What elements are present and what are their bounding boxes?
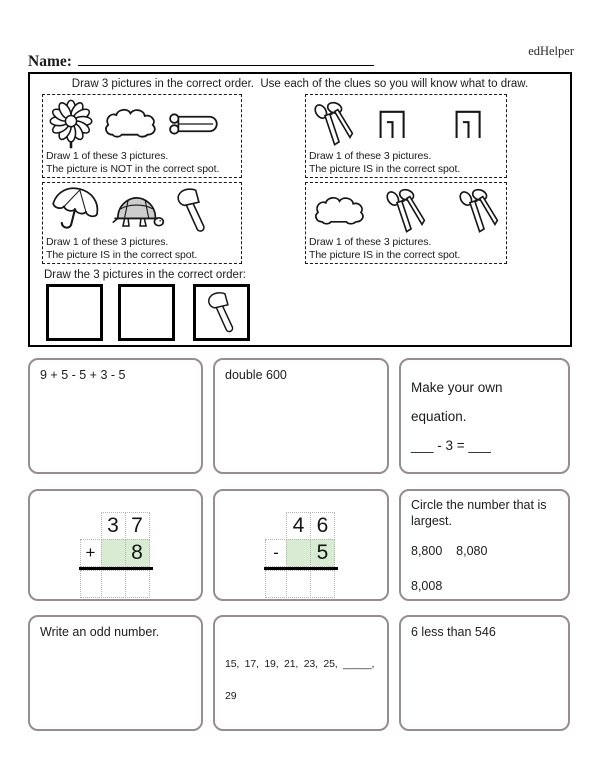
subtraction-grid — [265, 512, 337, 598]
problem-sequence — [213, 615, 389, 731]
problem-odd-text: Write an odd number. — [40, 625, 160, 639]
problem-own-equation — [399, 358, 570, 474]
clue-2-pictures — [306, 95, 506, 150]
answer-cell — [101, 570, 126, 598]
subtraction-ones-digit: 6 — [310, 512, 335, 540]
largest-line2: largest. — [411, 513, 452, 528]
addition-addend-digit: 8 — [125, 539, 150, 567]
clue-4-line1: Draw 1 of these 3 pictures. — [309, 236, 432, 248]
cloud-icon — [102, 107, 159, 141]
problem-less-than — [399, 615, 570, 731]
clue-2-line1: Draw 1 of these 3 pictures. — [309, 150, 432, 162]
clue-2-line2: The picture IS in the correct spot. — [309, 162, 461, 175]
answer-square-1 — [46, 284, 103, 341]
problem-addition — [28, 489, 203, 601]
answer-cell — [125, 570, 150, 598]
problem-odd — [28, 615, 203, 731]
umbrella-icon — [49, 185, 101, 236]
clue-box-1 — [42, 94, 242, 178]
answer-cell — [265, 570, 287, 598]
square-spiral-icon — [455, 110, 482, 139]
clue-box-2 — [305, 94, 507, 178]
own-equation-line2: equation. — [411, 409, 467, 424]
axe-icon — [205, 290, 239, 336]
problem-less-than-text: 6 less than 546 — [411, 625, 496, 639]
answer-cell — [80, 570, 102, 598]
scissors-icon — [384, 188, 426, 235]
flower-icon — [49, 99, 93, 150]
spacer-cell — [265, 512, 287, 540]
order-prompt: Draw the 3 pictures in the correct order: — [44, 269, 246, 281]
clue-box-4 — [305, 182, 507, 264]
largest-line1: Circle the number that is — [411, 498, 547, 512]
clue-box-3 — [42, 182, 242, 264]
largest-numbers-row2: 8,008 — [411, 578, 443, 593]
cloud-icon — [312, 195, 367, 228]
problem-subtraction — [213, 489, 389, 601]
scissors-icon — [457, 188, 499, 235]
subtraction-subtrahend-digit: 5 — [310, 539, 335, 567]
scissors-closed-icon — [168, 112, 224, 136]
problem-double-text: double 600 — [225, 368, 287, 382]
sequence-line2: 29 — [225, 690, 237, 702]
own-equation-line3: ___ - 3 = ___ — [411, 438, 491, 453]
answer-cell — [310, 570, 335, 598]
problem-double — [213, 358, 389, 474]
brand: edHelper — [528, 44, 574, 58]
clue-3-pictures — [43, 183, 241, 236]
spacer-cell — [80, 512, 102, 540]
answer-square-3 — [193, 284, 250, 341]
answer-square-2 — [118, 284, 175, 341]
highlight-cell — [101, 539, 126, 567]
problem-largest — [399, 489, 570, 601]
scissors-icon — [312, 101, 354, 148]
axe-icon — [174, 187, 211, 235]
addition-tens-digit: 3 — [101, 512, 126, 540]
clue-3-line2: The picture IS in the correct spot. — [46, 248, 198, 261]
minus-operator: - — [265, 539, 287, 567]
clue-1-line1: Draw 1 of these 3 pictures. — [46, 150, 169, 162]
own-equation-line1: Make your own — [411, 380, 503, 395]
puzzle-section — [28, 72, 572, 347]
clue-4-line2: The picture IS in the correct spot. — [309, 248, 461, 261]
square-spiral-icon — [379, 110, 406, 139]
clue-3-line1: Draw 1 of these 3 pictures. — [46, 236, 169, 248]
answer-cell — [286, 570, 311, 598]
addition-ones-digit: 7 — [125, 512, 150, 540]
problem-expression — [28, 358, 203, 474]
highlight-cell — [286, 539, 311, 567]
plus-operator: + — [80, 539, 102, 567]
largest-numbers-row1: 8,800 8,080 — [411, 544, 488, 558]
name-row — [28, 52, 374, 71]
clue-1-line2: The picture is NOT in the correct spot. — [46, 162, 220, 175]
sequence-line1: 15, 17, 19, 21, 23, 25, _____, — [225, 658, 375, 670]
puzzle-instruction: Draw 3 pictures in the correct order. Use each of the clues so you will know what to draw. — [71, 78, 529, 90]
clue-4-pictures — [306, 183, 506, 236]
turtle-icon — [110, 191, 165, 232]
clue-1-pictures — [43, 95, 241, 150]
name-blank-line — [78, 52, 374, 66]
name-label: Name: — [28, 53, 72, 70]
subtraction-tens-digit: 4 — [286, 512, 311, 540]
addition-grid — [80, 512, 152, 598]
problem-expression-text: 9 + 5 - 5 + 3 - 5 — [40, 368, 126, 382]
